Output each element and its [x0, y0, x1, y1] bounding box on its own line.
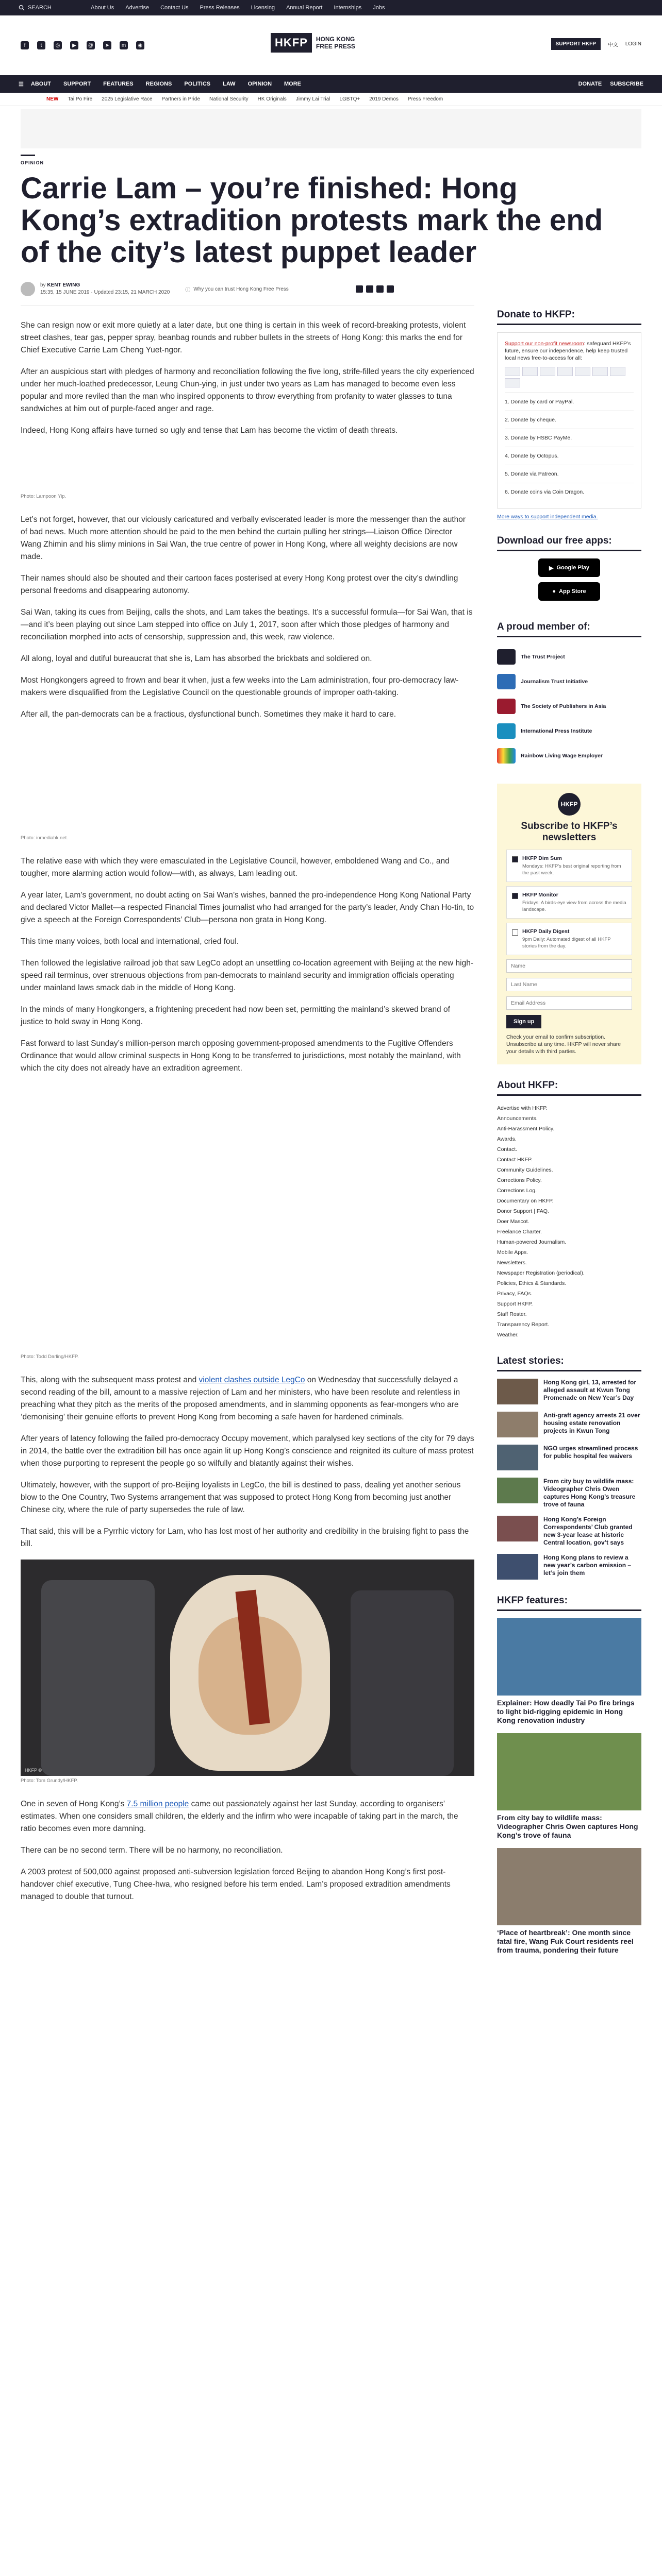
about-link[interactable]: Contact HKFP.: [497, 1157, 533, 1163]
google-play-button[interactable]: ▶ Google Play: [538, 558, 600, 577]
about-link[interactable]: Corrections Log.: [497, 1188, 537, 1194]
story-thumbnail: [497, 1379, 538, 1404]
article-image: [21, 1084, 474, 1352]
about-link[interactable]: Privacy, FAQs.: [497, 1291, 533, 1297]
share-email-icon[interactable]: [387, 285, 394, 293]
article-title: Carrie Lam – you’re finished: Hong Kong’s extradition protests mark the end of the city’s latest puppet leader: [21, 172, 603, 269]
story-thumbnail: [497, 1554, 538, 1580]
byline: [21, 282, 474, 306]
author-prefix: by: [40, 282, 46, 288]
about-link[interactable]: Contact.: [497, 1146, 518, 1153]
trend-link[interactable]: Partners in Pride: [161, 96, 201, 102]
email-input[interactable]: Email Address: [506, 996, 632, 1010]
latest-story[interactable]: [497, 1445, 641, 1470]
trend-link[interactable]: 2019 Demos: [369, 96, 399, 102]
fps-icon: [505, 378, 520, 387]
paragraph: After years of latency following the failed pro-democracy Occupy movement, which paralysed key sections of the city for 79 days in 2014, the battle over the extradition bill has once again lit up Hong Kong’s conscience and reignited its culture of mass protest when those purporting to represent the people go so wilfully and blatantly against their wishes.: [21, 1434, 474, 1468]
story-thumbnail: [497, 1516, 538, 1541]
image-caption: Photo: Todd Darling/HKFP.: [21, 1354, 79, 1360]
hkfp-badge: HKFP: [558, 793, 581, 816]
paragraph: Sai Wan, taking its cues from Beijing, calls the shots, and Lam takes the beatings. It’s a successful formula—for Sai Wan, that is—and it’s been playing out since Lam stepped into office on July 1, 2017, soon after which those pledges of harmony and reconciliation morphed into acts of censorship, suppression and, this week, raw violence.: [21, 608, 473, 641]
share-facebook-icon[interactable]: [356, 285, 363, 293]
feature-title: Explainer: How deadly Tai Po fire brings to light bid-rigging epidemic in Hong Kong renovation industry: [497, 1699, 635, 1724]
trend-link[interactable]: Tai Po Fire: [68, 96, 93, 102]
about-link[interactable]: Mobile Apps.: [497, 1249, 528, 1256]
about-link[interactable]: Transparency Report.: [497, 1321, 550, 1328]
donate-option[interactable]: 3. Donate by HSBC PayMe.: [505, 429, 634, 447]
apps-heading: Download our free apps:: [497, 535, 641, 551]
paragraph: Fast forward to last Sunday’s million-person march opposing government-proposed amendments to the Fugitive Offenders Ordinance that would allow criminal suspects in Hong Kong to be transferred to jurisdictions, most notably the mainland, with which the city does not already have an extradition agreement.: [21, 1039, 461, 1073]
rss-icon[interactable]: ◉: [136, 41, 144, 49]
image-caption: Photo: inmediahk.net.: [21, 835, 68, 841]
about-link[interactable]: Doer Mascot.: [497, 1218, 529, 1225]
member-logo[interactable]: Journalism Trust Initiative: [497, 669, 641, 694]
checkbox-icon[interactable]: [512, 856, 518, 862]
nav-more[interactable]: MORE: [284, 81, 302, 87]
paragraph: A 2003 protest of 500,000 against proposed anti-subversion legislation forced Beijing to abandon Hong Kong’s first post-handover chief executive, Tung Chee-hwa, who resigned before his term ended. Lam’s proposed extradition amendments managed to double that turnout.: [21, 1868, 451, 1901]
paragraph: Indeed, Hong Kong affairs have turned so ugly and tense that Lam has become the victim of death threats.: [21, 426, 398, 435]
about-links: [497, 1103, 641, 1340]
nav-regions[interactable]: REGIONS: [145, 81, 172, 87]
twitter-icon[interactable]: t: [37, 41, 45, 49]
language-link[interactable]: 中文: [607, 42, 618, 48]
utility-links: [91, 5, 385, 11]
newsletter-option[interactable]: HKFP Dim Sum Mondays: HKFP’s best original reporting from the past week.: [506, 850, 632, 882]
top-link-about[interactable]: About Us: [91, 5, 114, 11]
top-link-press[interactable]: Press Releases: [200, 5, 240, 11]
nav-opinion[interactable]: OPINION: [247, 81, 272, 87]
header-actions: [551, 38, 641, 50]
protest-photo: [21, 1560, 474, 1776]
share-twitter-icon[interactable]: [366, 285, 373, 293]
article-image: [21, 730, 474, 833]
about-link[interactable]: Community Guidelines.: [497, 1167, 553, 1173]
payme-icon: [575, 367, 590, 376]
sidebar: [497, 309, 641, 1963]
jti-icon: [497, 674, 516, 689]
story-title: From city buy to wildlife mass: Videographer Chris Owen captures Hong Kong’s treasure trove of fauna: [543, 1478, 636, 1508]
search-toggle[interactable]: [19, 5, 80, 11]
newsletter-box: [497, 784, 641, 1064]
author-avatar: [21, 282, 35, 296]
nav-donate[interactable]: DONATE: [578, 81, 602, 87]
mastercard-icon: [522, 367, 538, 376]
amex-icon: [540, 367, 555, 376]
feature-story[interactable]: [497, 1733, 641, 1840]
paragraph: Their names should also be shouted and their cartoon faces posterised at every Hong Kong protest over the city’s dwindling personal freedoms and disappearing autonomy.: [21, 574, 458, 595]
trend-link[interactable]: Press Freedom: [407, 96, 443, 102]
donate-option[interactable]: 1. Donate by card or PayPal.: [505, 393, 634, 411]
ipi-icon: [497, 723, 516, 739]
story-thumbnail: [497, 1445, 538, 1470]
about-link[interactable]: Human-powered Journalism.: [497, 1239, 567, 1245]
latest-heading: Latest stories:: [497, 1355, 641, 1371]
visa-icon: [505, 367, 520, 376]
donate-text: : safeguard HKFP’s future, ensure our independence, help keep trusted local news free-to-access for all:: [505, 341, 631, 361]
paragraph: That said, this will be a Pyrrhic victory for Lam, who has lost most of her authority and credibility in the bruising fight to pass the bill.: [21, 1527, 469, 1548]
feature-image: [497, 1848, 641, 1925]
paragraph: All along, loyal and dutiful bureaucrat that she is, Lam has absorbed the brickbats and soldiered on.: [21, 654, 372, 663]
about-link[interactable]: Freelance Charter.: [497, 1229, 542, 1235]
story-title: NGO urges streamlined process for public hospital fee waivers: [543, 1445, 638, 1460]
top-link-annual-report[interactable]: Annual Report: [286, 5, 323, 11]
newsletter-title: Subscribe to HKFP’s newsletters: [521, 821, 618, 843]
features-heading: HKFP features:: [497, 1595, 641, 1611]
about-link[interactable]: Awards.: [497, 1136, 517, 1142]
story-title: Hong Kong girl, 13, arrested for alleged assault at Kwun Tong Promenade on New Year’s Day: [543, 1379, 637, 1401]
apple-icon: ●: [552, 588, 556, 595]
story-thumbnail: [497, 1478, 538, 1503]
paragraph: Most Hongkongers agreed to frown and bear it when, just a few weeks into the Lam administration, four pro-democracy law-makers were disqualified from the Legislative Council on the questionable grounds of improper oath-taking.: [21, 676, 459, 697]
about-link[interactable]: Advertise with HKFP.: [497, 1105, 548, 1111]
about-link[interactable]: Policies, Ethics & Standards.: [497, 1280, 567, 1286]
about-link[interactable]: Newspaper Registration (periodical).: [497, 1270, 585, 1276]
patreon-icon: [610, 367, 625, 376]
paragraph: In the minds of many Hongkongers, a frightening precedent had now been set, permitting the mainland’s skewed brand of justice to hold sway in Hong Kong.: [21, 1005, 450, 1026]
trending-bar: [0, 93, 662, 106]
latest-story[interactable]: [497, 1379, 641, 1404]
trust-link[interactable]: [185, 285, 289, 293]
logo-text: HONG KONG FREE PRESS: [316, 36, 355, 50]
inline-link[interactable]: 7.5 million people: [126, 1800, 189, 1808]
instagram-icon[interactable]: ◎: [54, 41, 62, 49]
article-category[interactable]: OPINION: [21, 155, 35, 165]
top-link-advertise[interactable]: Advertise: [125, 5, 150, 11]
new-badge: NEW: [46, 96, 59, 102]
paragraph: This, along with the subsequent mass protest and violent clashes outside LegCo on Wednesday that successfully delayed a second reading of the bill, amount to a massive rejection of Lam and her ministers, who have been resolute and relentless in preaching what they pitch as the merits of the proposed amendments, and in slamming opponents as fear-mongers who are ‘demonising’ their genuine efforts to prevent Hong Kong from becoming a safe haven for hardened criminals.: [21, 1376, 460, 1421]
paragraph: A year later, Lam’s government, no doubt acting on Sai Wan’s wishes, banned the pro-independence Hong Kong National Party and declared Victor Mallet—a respected Financial Times journalist who had arranged for the party’s leader, Andy Chan Ho-tin, to give a speech at the Foreign Correspondents’ Club—persona non grata in Hong Kong.: [21, 891, 474, 924]
ad-space: [21, 109, 641, 148]
trend-link[interactable]: Jimmy Lai Trial: [295, 96, 330, 102]
nav-support[interactable]: SUPPORT: [63, 81, 91, 87]
nav-about[interactable]: ABOUT: [30, 81, 51, 87]
newsletter-option[interactable]: HKFP Monitor Fridays: A birds-eye view from across the media landscape.: [506, 886, 632, 919]
latest-stories: [497, 1379, 641, 1580]
newsletter-option[interactable]: HKFP Daily Digest 9pm Daily: Automated digest of all HKFP stories from the day.: [506, 923, 632, 955]
facebook-icon[interactable]: f: [21, 41, 29, 49]
donate-option[interactable]: 2. Donate by cheque.: [505, 411, 634, 429]
support-button[interactable]: SUPPORT HKFP: [551, 38, 601, 50]
main-navigation: [0, 75, 662, 93]
search-label: SEARCH: [28, 5, 52, 11]
trend-link[interactable]: LGBTQ+: [339, 96, 360, 102]
threads-icon[interactable]: @: [87, 41, 95, 49]
nav-features[interactable]: FEATURES: [103, 81, 134, 87]
info-icon: ⓘ: [185, 287, 191, 293]
paragraph: This time many voices, both local and international, cried foul.: [21, 937, 239, 946]
youtube-icon[interactable]: ▶: [70, 41, 78, 49]
checkbox-icon[interactable]: [512, 893, 518, 899]
donate-link[interactable]: Support our non-profit newsroom: [505, 341, 584, 347]
feature-title: From city bay to wildlife mass: Videographer Chris Owen captures Hong Kong’s trove of fauna: [497, 1814, 638, 1839]
about-link[interactable]: Donor Support | FAQ.: [497, 1208, 549, 1214]
nav-politics[interactable]: POLITICS: [184, 81, 211, 87]
member-logo[interactable]: The Society of Publishers in Asia: [497, 694, 641, 719]
member-logo[interactable]: Rainbow Living Wage Employer: [497, 743, 641, 768]
trust-label: Why you can trust Hong Kong Free Press: [193, 286, 289, 292]
about-link[interactable]: Anti-Harassment Policy.: [497, 1126, 555, 1132]
latest-story[interactable]: [497, 1412, 641, 1437]
app-store-button[interactable]: ● App Store: [538, 582, 600, 601]
member-heading: A proud member of:: [497, 621, 641, 637]
mastodon-icon[interactable]: m: [120, 41, 128, 49]
about-link[interactable]: Corrections Policy.: [497, 1177, 542, 1183]
trend-link[interactable]: HK Originals: [257, 96, 287, 102]
paragraph: Let’s not forget, however, that our viciously caricatured and verbally eviscerated leader is more the messenger than the author of bad news. Much more attention should be paid to the men behind the curtain pulling her strings—Liaison Office Director Wang Zhimin and his slimy minions in Sai Wan, the true centre of power in Hong Kong, where all weighty decisions are now made.: [21, 515, 466, 561]
trend-link[interactable]: National Security: [209, 96, 249, 102]
paragraph: One in seven of Hong Kong’s 7.5 million people came out passionately against her last Sunday, according to organisers’ estimates. When one considers small children, the elderly and the infirm who were incapable of taking part in the march, the ratio becomes even more damning.: [21, 1800, 458, 1833]
top-link-internships[interactable]: Internships: [334, 5, 362, 11]
image-caption: Photo: Tom Grundy/HKFP.: [21, 1778, 78, 1784]
about-link[interactable]: Support HKFP.: [497, 1301, 533, 1307]
latest-story[interactable]: [497, 1516, 641, 1547]
latest-story[interactable]: [497, 1554, 641, 1580]
publish-date: 15:35, 15 JUNE 2019 · Updated 23:15, 21 MARCH 2020: [40, 290, 170, 295]
donate-option[interactable]: 6. Donate coins via Coin Dragon.: [505, 483, 634, 501]
latest-story[interactable]: [497, 1478, 641, 1509]
story-title: Anti-graft agency arrests 21 over housing estate renovation projects in Kwun Tong: [543, 1412, 640, 1434]
feature-image: [497, 1618, 641, 1696]
checkbox-icon[interactable]: [512, 929, 518, 936]
paragraph: After all, the pan-democrats can be a fractious, dysfunctional bunch. Sometimes they make it hard to care.: [21, 710, 396, 719]
inline-link[interactable]: violent clashes outside LegCo: [198, 1376, 305, 1384]
about-link[interactable]: Staff Roster.: [497, 1311, 527, 1317]
top-utility-bar: [0, 0, 662, 15]
donate-option[interactable]: 4. Donate by Octopus.: [505, 447, 634, 465]
trend-link[interactable]: 2025 Legislative Race: [102, 96, 153, 102]
top-link-licensing[interactable]: Licensing: [251, 5, 275, 11]
nav-subscribe[interactable]: SUBSCRIBE: [610, 81, 643, 87]
paragraph: She can resign now or exit more quietly at a later date, but one thing is certain in this week of record-breaking protests, violent street clashes, tear gas, pepper spray, beanbag rounds and rubber bullets in the streets of Hong Kong: this marks the end for Chief Executive Carrie Lam Cheng Yuet-ngor.: [21, 321, 466, 354]
about-link[interactable]: Announcements.: [497, 1115, 538, 1122]
donate-box: [497, 332, 641, 509]
newsletter-note: Check your email to confirm subscription. Unsubscribe at any time. HKFP will never share your details with third parties.: [506, 1034, 621, 1055]
feature-story[interactable]: [497, 1618, 641, 1725]
share-whatsapp-icon[interactable]: [376, 285, 384, 293]
donate-option[interactable]: 5. Donate via Patreon.: [505, 465, 634, 483]
social-links: [21, 41, 144, 49]
member-logo[interactable]: The Trust Project: [497, 645, 641, 669]
feature-title: ‘Place of heartbreak’: One month since fatal fire, Wang Fuk Court residents reel from trauma, pondering their future: [497, 1928, 634, 1954]
last-name-input[interactable]: Last Name: [506, 978, 632, 991]
rainbow-icon: [497, 748, 516, 764]
telegram-icon[interactable]: ➤: [103, 41, 111, 49]
feature-story[interactable]: [497, 1848, 641, 1955]
signup-button[interactable]: Sign up: [506, 1015, 541, 1028]
donate-heading: Donate to HKFP:: [497, 309, 641, 325]
about-link[interactable]: Weather.: [497, 1332, 519, 1338]
about-link[interactable]: Newsletters.: [497, 1260, 527, 1266]
trust-project-icon: [497, 649, 516, 665]
login-link[interactable]: LOGIN: [625, 41, 641, 47]
image-caption: Photo: Lampoon Yip.: [21, 494, 67, 499]
sopa-icon: [497, 699, 516, 714]
paragraph: The relative ease with which they were emasculated in the Legislative Council, however, emboldened Wang and Co., and tougher, more alarming action would follow—with, as always, Lam leading out.: [21, 857, 450, 878]
site-logo[interactable]: [271, 33, 355, 53]
nav-law[interactable]: LAW: [223, 81, 236, 87]
story-title: Hong Kong’s Foreign Correspondents’ Club granted new 3-year lease at historic Central location, gov’t says: [543, 1516, 633, 1546]
article-image: [21, 446, 474, 492]
top-link-contact[interactable]: Contact Us: [160, 5, 189, 11]
payment-methods: [505, 367, 634, 387]
feature-image: [497, 1733, 641, 1810]
octopus-icon: [592, 367, 608, 376]
name-input[interactable]: Name: [506, 959, 632, 973]
play-icon: ▶: [549, 565, 554, 571]
paragraph: After an auspicious start with pledges of harmony and reconciliation following the five long, strife-filled years the city experienced under her much-loathed predecessor, Leung Chun-ying, in just under two years as Lam has managed to become even less popular and more reviled than the man who inspired opponents to throw everything from profanity to water glasses to tuna sandwiches at him out of purple-faced anger and rage.: [21, 367, 474, 413]
menu-icon[interactable]: ☰: [19, 81, 24, 88]
paypal-icon: [557, 367, 573, 376]
story-thumbnail: [497, 1412, 538, 1437]
paragraph: Ultimately, however, with the support of pro-Beijing loyalists in LegCo, the bill is destined to pass, dealing yet another serious blow to the One Country, Two Systems arrangement that was supposed to protect Hong Kong from becoming just another Chinese city, where the rule of party supersedes the rule of law.: [21, 1481, 461, 1514]
member-logo[interactable]: International Press Institute: [497, 719, 641, 743]
more-ways-link[interactable]: More ways to support independent media.: [497, 514, 598, 520]
story-title: Hong Kong plans to review a new year’s carbon emission – let’s join them: [543, 1554, 632, 1577]
search-icon: [19, 5, 25, 11]
paragraph: There can be no second term. There will be no harmony, no reconciliation.: [21, 1846, 283, 1855]
feature-stories: [497, 1618, 641, 1955]
logo-mark: HKFP: [271, 33, 312, 53]
paragraph: Then followed the legislative railroad job that saw LegCo adopt an unsettling co-location agreement with Beijing at the new high-speed rail terminus, over strenuous objections from pan-democrats to mainland security and immigration officials operating under mainland laws smack dab in the middle of Hong Kong.: [21, 959, 474, 992]
about-heading: About HKFP:: [497, 1080, 641, 1096]
top-link-jobs[interactable]: Jobs: [373, 5, 385, 11]
author-link[interactable]: KENT EWING: [47, 282, 80, 288]
about-link[interactable]: Documentary on HKFP.: [497, 1198, 554, 1204]
share-buttons: [356, 285, 394, 293]
photo-tag: HKFP ©: [25, 1768, 42, 1773]
